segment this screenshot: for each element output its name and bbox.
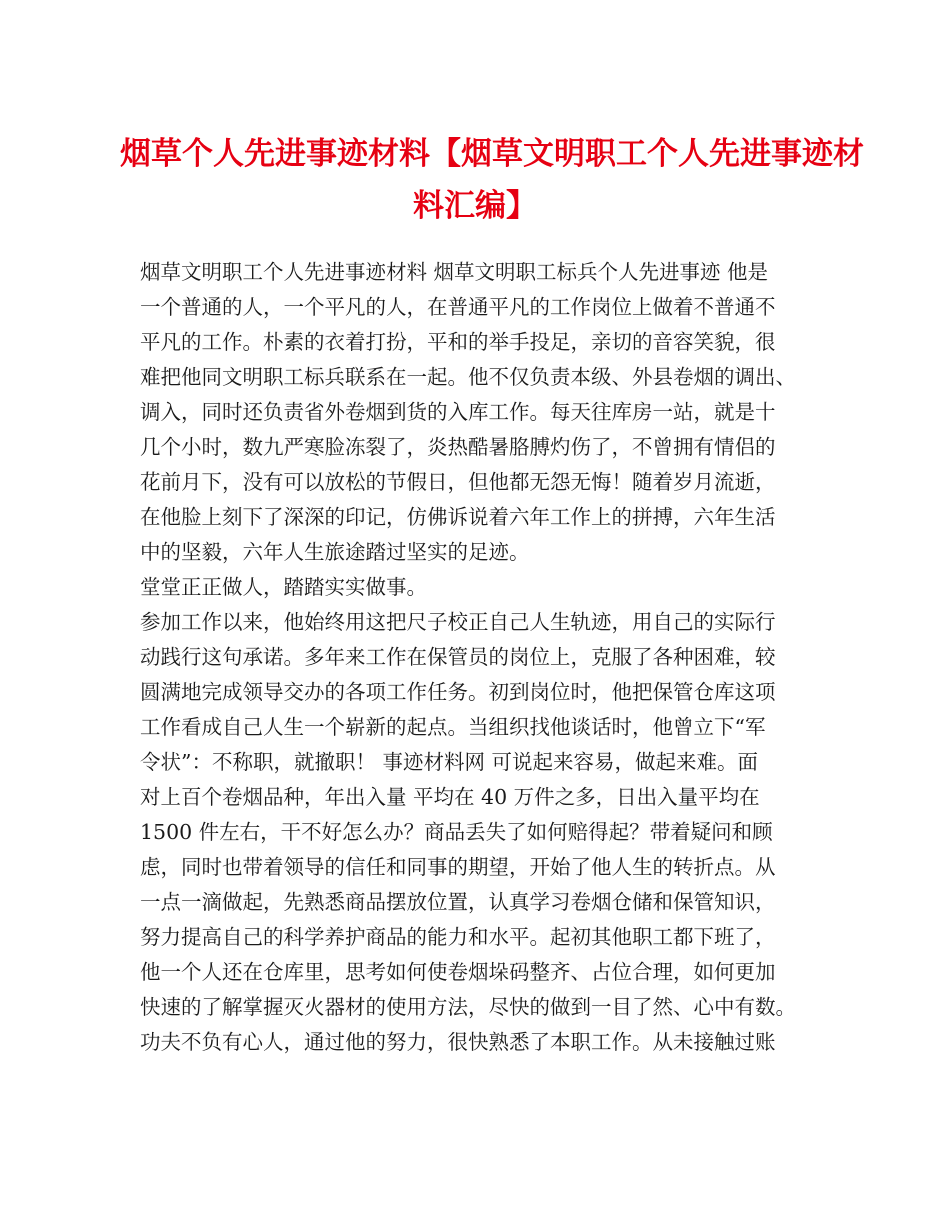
body-line: 工作看成自己人生一个崭新的起点。当组织找他谈话时，他曾立下“军	[140, 715, 766, 739]
body-line: 努力提高自己的科学养护商品的能力和水平。起初其他职工都下班了，	[140, 925, 776, 949]
body-line: 参加工作以来，他始终用这把尺子校正自己人生轨迹，用自己的实际行	[140, 610, 776, 634]
body-line: 一个普通的人，一个平凡的人，在普通平凡的工作岗位上做着不普通不	[140, 295, 776, 319]
body-line: 中的坚毅，六年人生旅途踏过坚实的足迹。	[140, 540, 530, 564]
body-line: 调入，同时还负责省外卷烟到货的入库工作。每天往库房一站，就是十	[140, 400, 776, 424]
body-line: 功夫不负有心人，通过他的努力，很快熟悉了本职工作。从未接触过账	[140, 1030, 776, 1054]
title-line-2: 料汇编】	[413, 188, 537, 224]
body-line: 快速的了解掌握灭火器材的使用方法，尽快的做到一目了然、心中有数。	[140, 995, 796, 1019]
body-line: 圆满地完成领导交办的各项工作任务。初到岗位时，他把保管仓库这项	[140, 680, 776, 704]
body-line: 虑，同时也带着领导的信任和同事的期望，开始了他人生的转折点。从	[140, 855, 776, 879]
body-line: 在他脸上刻下了深深的印记，仿佛诉说着六年工作上的拼搏，六年生活	[140, 505, 776, 529]
body-line: 难把他同文明职工标兵联系在一起。他不仅负责本级、外县卷烟的调出、	[140, 365, 796, 389]
body-line: 花前月下，没有可以放松的节假日，但他都无怨无悔！随着岁月流逝，	[140, 470, 776, 494]
title-line-1: 烟草个人先进事迹材料【烟草文明职工个人先进事迹材	[120, 136, 864, 172]
body-line: 令状”：不称职，就撤职！ 事迹材料网 可说起来容易，做起来难。面	[140, 750, 759, 774]
body-line: 他一个人还在仓库里，思考如何使卷烟垛码整齐、占位合理，如何更加	[140, 960, 776, 984]
body-line: 一点一滴做起，先熟悉商品摆放位置，认真学习卷烟仓储和保管知识，	[140, 890, 776, 914]
body-line: 平凡的工作。朴素的衣着打扮，平和的举手投足，亲切的音容笑貌，很	[140, 330, 776, 354]
body-line: 烟草文明职工个人先进事迹材料 烟草文明职工标兵个人先进事迹 他是	[140, 260, 769, 284]
body-line: 1500 件左右，干不好怎么办？商品丢失了如何赔得起？带着疑问和顾	[140, 820, 773, 844]
body-line: 堂堂正正做人，踏踏实实做事。	[140, 575, 427, 599]
body-line: 动践行这句承诺。多年来工作在保管员的岗位上，克服了各种困难，较	[140, 645, 776, 669]
document-title	[120, 128, 864, 232]
document-body	[140, 255, 840, 1060]
body-line: 几个小时，数九严寒脸冻裂了，炎热酷暑胳膊灼伤了，不曾拥有情侣的	[140, 435, 776, 459]
body-line: 对上百个卷烟品种，年出入量 平均在 40 万件之多，日出入量平均在	[140, 785, 760, 809]
